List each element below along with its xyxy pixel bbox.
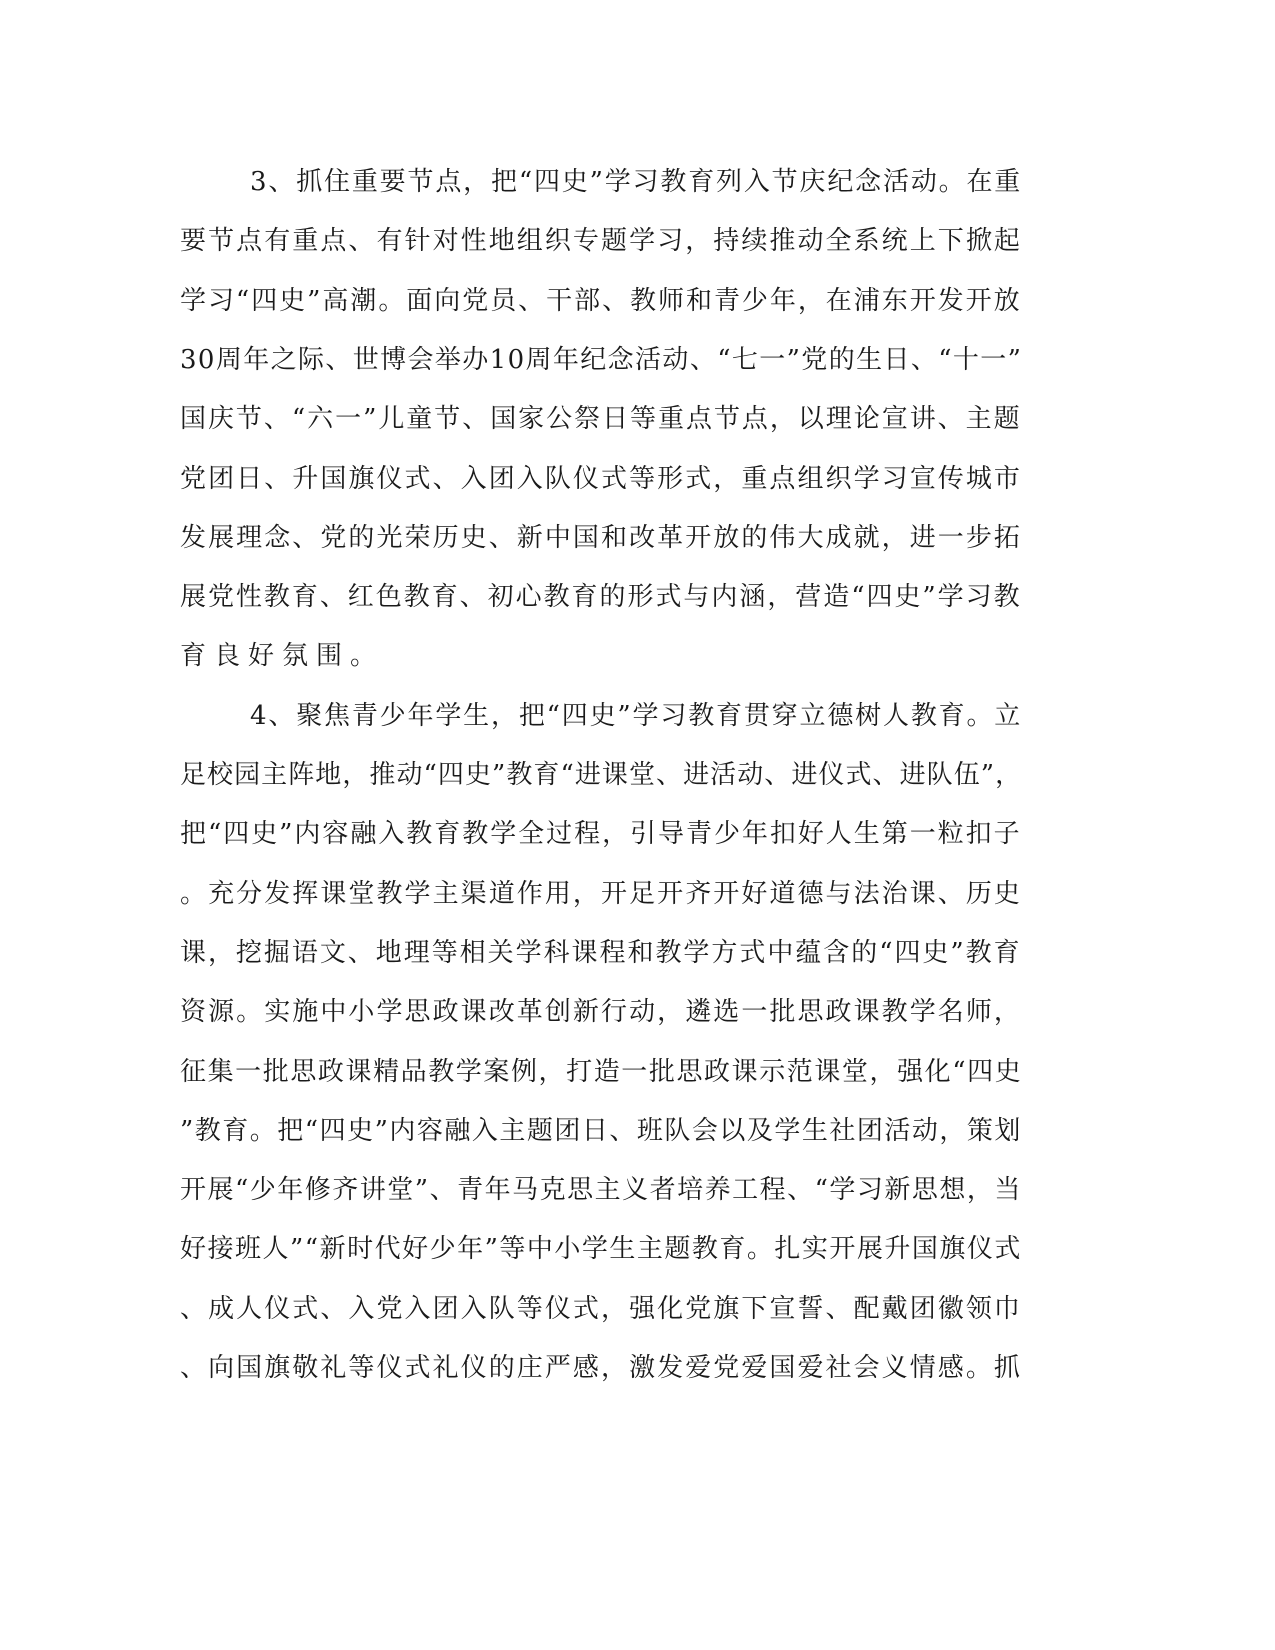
text-line: 资源。实施中小学思政课改革创新行动，遴选一批思政课教学名师， [180, 997, 1023, 1028]
text-line: 。充分发挥课堂教学主渠道作用，开足开齐开好道德与法治课、历史 [180, 878, 1023, 909]
text-line: 学习“四史”高潮。面向党员、干部、教师和青少年，在浦东开发开放 [180, 285, 1022, 316]
text-line: 30周年之际、世博会举办10周年纪念活动、“七一”党的生日、“十一” [180, 344, 1023, 375]
text-line: ”教育。把“四史”内容融入主题团日、班队会以及学生社团活动，策划 [180, 1115, 1022, 1146]
text-line: 发展理念、党的光荣历史、新中国和改革开放的伟大成就，进一步拓 [180, 522, 1023, 553]
text-line: 足校园主阵地，推动“四史”教育“进课堂、进活动、进仪式、进队伍”， [180, 760, 1023, 790]
text-line: 、成人仪式、入党入团入队等仪式，强化党旗下宣誓、配戴团徽领巾 [180, 1293, 1023, 1324]
text-line: 育良好氛围。 [180, 641, 385, 672]
text-line: 要节点有重点、有针对性地组织专题学习，持续推动全系统上下掀起 [180, 226, 1023, 257]
text-line: 、向国旗敬礼等仪式礼仪的庄严感，激发爱党爱国爱社会义情感。抓 [180, 1353, 1023, 1383]
text-line: 国庆节、“六一”儿童节、国家公祭日等重点节点，以理论宣讲、主题 [180, 404, 1022, 435]
text-line: 党团日、升国旗仪式、入团入队仪式等形式，重点组织学习宣传城市 [180, 463, 1023, 494]
text-line: 展党性教育、红色教育、初心教育的形式与内涵，营造“四史”学习教 [180, 582, 1022, 613]
text-line: 好接班人”“新时代好少年”等中小学生主题教育。扎实开展升国旗仪式 [180, 1234, 1022, 1265]
text-line: 开展“少年修齐讲堂”、青年马克思主义者培养工程、“学习新思想，当 [180, 1175, 1022, 1206]
text-line: 4、聚焦青少年学生，把“四史”学习教育贯穿立德树人教育。立 [250, 700, 1023, 731]
text-line: 3、抓住重要节点，把“四史”学习教育列入节庆纪念活动。在重 [250, 167, 1023, 197]
text-line: 征集一批思政课精品教学案例，打造一批思政课示范课堂，强化“四史 [180, 1056, 1023, 1087]
text-line: 把“四史”内容融入教育教学全过程，引导青少年扣好人生第一粒扣子 [180, 819, 1022, 850]
text-line: 课，挖掘语文、地理等相关学科课程和教学方式中蕴含的“四史”教育 [180, 937, 1022, 968]
